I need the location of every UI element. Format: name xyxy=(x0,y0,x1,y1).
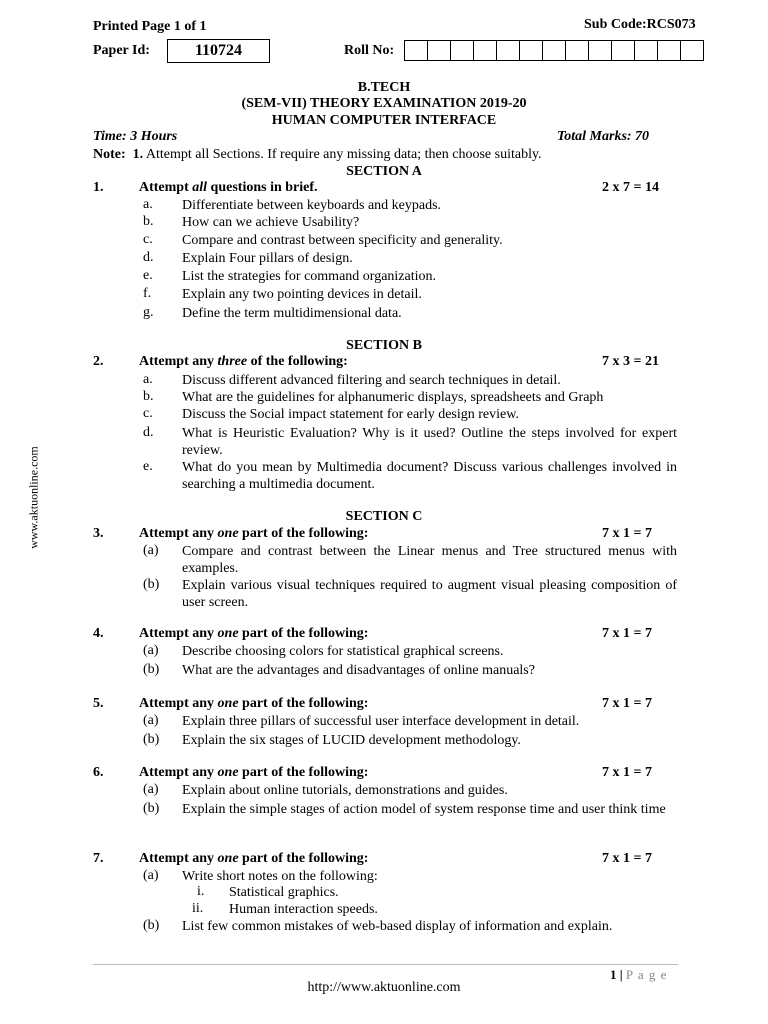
part-label: (b) xyxy=(143,918,160,933)
question-number: 5. xyxy=(93,696,104,711)
question-marks: 7 x 1 = 7 xyxy=(602,696,652,711)
page-footer: 1 | P a g e xyxy=(610,967,668,982)
part-text: Explain various visual techniques required to augment visual pleasing composition of user screen. xyxy=(182,578,677,610)
part-text: List few common mistakes of web-based display of information and explain. xyxy=(182,919,613,934)
part-label: (a) xyxy=(143,713,159,728)
part-text: What are the guidelines for alphanumeric displays, spreadsheets and Graph xyxy=(182,390,604,405)
subitem-label: i. xyxy=(197,884,205,899)
question-instruction: Attempt any one part of the following: xyxy=(139,626,369,641)
printed-page: Printed Page 1 of 1 xyxy=(93,19,207,34)
subitem-text: Human interaction speeds. xyxy=(229,902,378,917)
part-label: e. xyxy=(143,459,153,474)
part-text: Explain three pillars of successful user interface development in detail. xyxy=(182,714,580,729)
part-label: (b) xyxy=(143,577,160,592)
question-instruction: Attempt any one part of the following: xyxy=(139,765,369,780)
total-marks: Total Marks: 70 xyxy=(557,129,650,144)
part-label: d. xyxy=(143,425,154,440)
part-text: What do you mean by Multimedia document? Discuss various challenges involved in searching a multimedia document. xyxy=(182,460,677,492)
part-label: (a) xyxy=(143,643,159,658)
part-text: Explain the six stages of LUCID development methodology. xyxy=(182,733,521,748)
exam-degree: B.TECH xyxy=(357,80,411,95)
time-label: Time: 3 Hours xyxy=(93,129,178,144)
question-number: 7. xyxy=(93,851,104,866)
subject-code: Sub Code:RCS073 xyxy=(584,17,696,32)
question-instruction: Attempt any three of the following: xyxy=(139,354,348,369)
question-instruction: Attempt any one part of the following: xyxy=(139,851,369,866)
roll-no-label: Roll No: xyxy=(344,43,395,58)
paper-id-label: Paper Id: xyxy=(93,43,150,58)
part-text: What is Heuristic Evaluation? Why is it used? Outline the steps involved for expert review. xyxy=(182,426,677,458)
part-label: b. xyxy=(143,389,154,404)
part-text: Explain any two pointing devices in detail. xyxy=(182,287,422,302)
question-marks: 7 x 1 = 7 xyxy=(602,765,652,780)
side-watermark: www.aktuonline.com xyxy=(26,446,41,549)
part-text: Discuss different advanced filtering and search techniques in detail. xyxy=(182,373,561,388)
question-number: 2. xyxy=(93,354,104,369)
part-label: c. xyxy=(143,232,153,247)
part-label: (b) xyxy=(143,662,160,677)
exam-title: (SEM-VII) THEORY EXAMINATION 2019-20 xyxy=(241,96,527,111)
section-heading: SECTION A xyxy=(346,164,422,179)
part-text: Describe choosing colors for statistical graphical screens. xyxy=(182,644,504,659)
part-text: Define the term multidimensional data. xyxy=(182,306,402,321)
footer-url[interactable]: http://www.aktuonline.com xyxy=(307,980,461,995)
part-label: (a) xyxy=(143,782,159,797)
part-text: Discuss the Social impact statement for early design review. xyxy=(182,407,519,422)
question-marks: 2 x 7 = 14 xyxy=(602,180,659,195)
part-text: How can we achieve Usability? xyxy=(182,215,360,230)
roll-no-boxes[interactable] xyxy=(404,40,704,61)
part-label: b. xyxy=(143,214,154,229)
part-label: d. xyxy=(143,250,154,265)
part-text: Compare and contrast between specificity and generality. xyxy=(182,233,503,248)
question-marks: 7 x 1 = 7 xyxy=(602,851,652,866)
section-heading: SECTION C xyxy=(345,509,423,524)
part-text: Write short notes on the following: xyxy=(182,869,378,884)
question-instruction: Attempt any one part of the following: xyxy=(139,696,369,711)
part-text: Explain Four pillars of design. xyxy=(182,251,353,266)
footer-divider xyxy=(93,964,678,965)
part-text: Compare and contrast between the Linear menus and Tree structured menus with examples. xyxy=(182,544,677,576)
part-label: a. xyxy=(143,372,153,387)
part-label: f. xyxy=(143,286,152,301)
section-heading: SECTION B xyxy=(346,338,422,353)
part-label: e. xyxy=(143,268,153,283)
part-label: c. xyxy=(143,406,153,421)
question-number: 1. xyxy=(93,180,104,195)
note: Note: 1. Attempt all Sections. If require any missing data; then choose suitably. xyxy=(93,147,542,162)
part-text: List the strategies for command organization. xyxy=(182,269,437,284)
question-marks: 7 x 3 = 21 xyxy=(602,354,659,369)
question-number: 4. xyxy=(93,626,104,641)
part-text: Explain the simple stages of action model of system response time and user think time xyxy=(182,802,666,817)
exam-subject: HUMAN COMPUTER INTERFACE xyxy=(271,113,497,128)
question-instruction: Attempt all questions in brief. xyxy=(139,180,318,195)
question-instruction: Attempt any one part of the following: xyxy=(139,526,369,541)
question-number: 3. xyxy=(93,526,104,541)
paper-id-box: 110724 xyxy=(167,39,270,63)
subitem-label: ii. xyxy=(192,901,204,916)
part-text: Differentiate between keyboards and keypads. xyxy=(182,198,442,213)
question-number: 6. xyxy=(93,765,104,780)
part-label: (a) xyxy=(143,543,159,558)
part-label: a. xyxy=(143,197,153,212)
part-text: What are the advantages and disadvantages of online manuals? xyxy=(182,663,535,678)
part-text: Explain about online tutorials, demonstrations and guides. xyxy=(182,783,508,798)
part-label: (b) xyxy=(143,732,160,747)
part-label: g. xyxy=(143,305,154,320)
part-label: (b) xyxy=(143,801,160,816)
subitem-text: Statistical graphics. xyxy=(229,885,339,900)
question-marks: 7 x 1 = 7 xyxy=(602,526,652,541)
part-label: (a) xyxy=(143,868,159,883)
question-marks: 7 x 1 = 7 xyxy=(602,626,652,641)
